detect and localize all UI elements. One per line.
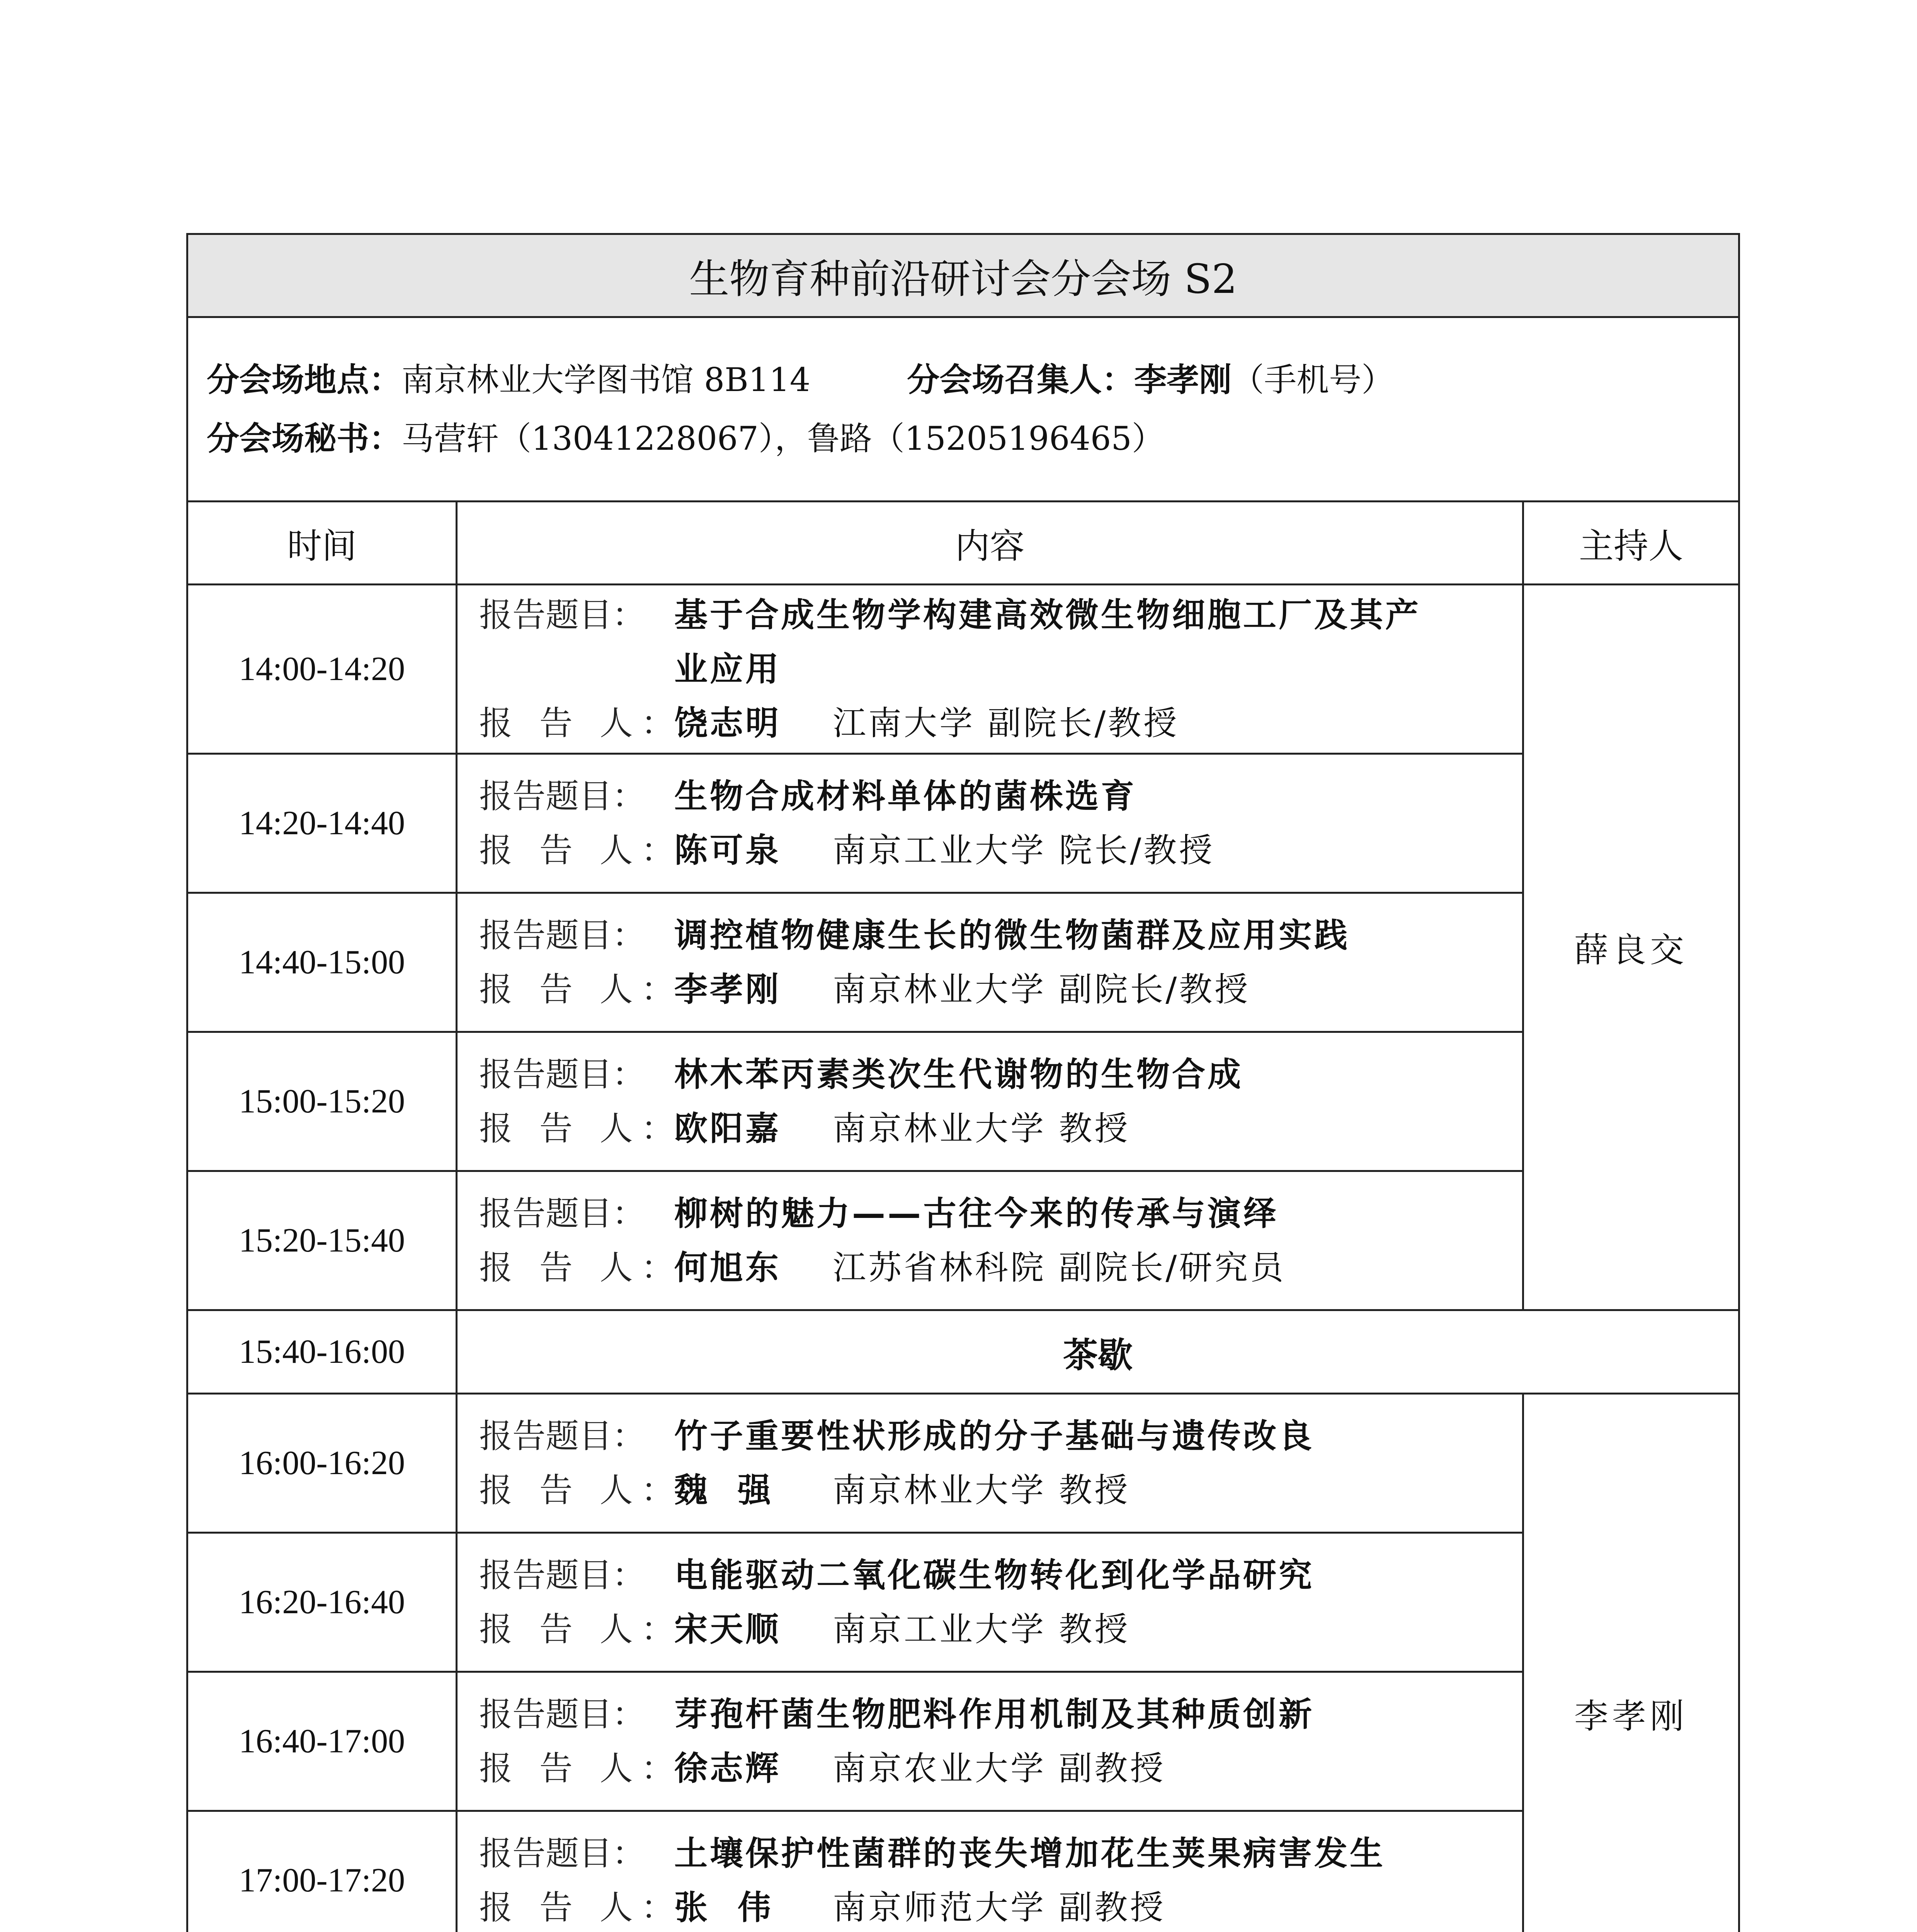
time-cell: 15:40-16:00 [187, 1310, 457, 1394]
header-content: 内容 [457, 502, 1523, 585]
speaker-org: 南京农业大学 副教授 [833, 1749, 1166, 1788]
content-cell [457, 585, 1523, 754]
speaker-org: 南京林业大学 教授 [833, 1109, 1130, 1148]
content-cell [457, 1672, 1523, 1811]
content-cell [457, 1394, 1523, 1533]
speaker-name: 欧阳嘉 [674, 1109, 781, 1148]
location-label: 分会场地点： [207, 361, 402, 399]
topic-label: 报告题目： [479, 1556, 645, 1595]
table-row [187, 585, 1739, 754]
talk-topic: 电能驱动二氧化碳生物转化到化学品研究 [674, 1556, 1314, 1595]
header-row [187, 502, 1739, 585]
speaker-name: 徐志辉 [674, 1749, 781, 1788]
time-cell: 16:00-16:20 [187, 1394, 457, 1533]
speaker-name: 何旭东 [674, 1248, 781, 1287]
tea-break: 茶歇 [457, 1310, 1739, 1394]
table-row [187, 893, 1739, 1032]
schedule-table [186, 233, 1740, 1932]
location-value: 南京林业大学图书馆 8B114 [401, 361, 811, 399]
speaker-name: 陈可泉 [674, 831, 781, 870]
talk-topic: 柳树的魅力——古往今来的传承与演绎 [674, 1194, 1279, 1233]
time-cell: 15:20-15:40 [187, 1171, 457, 1310]
speaker-org: 江苏省林科院 副院长/研究员 [833, 1248, 1286, 1287]
speaker-label: 报 告 人： [479, 1749, 674, 1788]
speaker-label: 报 告 人： [479, 1471, 674, 1510]
time-cell: 14:40-15:00 [187, 893, 457, 1032]
speaker-name: 张 伟 [674, 1888, 773, 1927]
table-row [187, 1394, 1739, 1533]
header-host: 主持人 [1523, 502, 1739, 585]
talk-topic: 基于合成生物学构建高效微生物细胞工厂及其产 [674, 595, 1421, 634]
convener-extra: （手机号） [1232, 361, 1394, 399]
speaker-label: 报 告 人： [479, 831, 674, 870]
content-cell [457, 1533, 1523, 1672]
topic-label: 报告题目： [479, 1695, 645, 1734]
speaker-org: 南京师范大学 副教授 [833, 1888, 1166, 1927]
content-cell [457, 893, 1523, 1032]
header-time: 时间 [187, 502, 457, 585]
content-cell [457, 1032, 1523, 1171]
talk-topic: 芽孢杆菌生物肥料作用机制及其种质创新 [674, 1695, 1314, 1734]
time-cell: 17:00-17:20 [187, 1811, 457, 1932]
secretary-label: 分会场秘书： [207, 420, 402, 457]
talk-topic-continued: 业应用 [674, 650, 781, 689]
time-cell: 15:00-15:20 [187, 1032, 457, 1171]
time-cell: 14:00-14:20 [187, 585, 457, 754]
speaker-label: 报 告 人： [479, 1248, 674, 1287]
table-row [187, 1672, 1739, 1811]
host-cell-2: 李孝刚 [1523, 1394, 1739, 1932]
speaker-label: 报 告 人： [479, 704, 674, 743]
speaker-org: 南京工业大学 教授 [833, 1610, 1130, 1649]
time-cell: 14:20-14:40 [187, 754, 457, 893]
speaker-org: 南京林业大学 教授 [833, 1471, 1130, 1510]
talk-topic: 竹子重要性状形成的分子基础与遗传改良 [674, 1417, 1314, 1456]
speaker-org: 南京林业大学 副院长/教授 [833, 970, 1250, 1009]
table-row [187, 1811, 1739, 1932]
speaker-name: 魏 强 [674, 1471, 773, 1510]
table-row [187, 1032, 1739, 1171]
speaker-label: 报 告 人： [479, 1610, 674, 1649]
break-row [187, 1310, 1739, 1394]
convener-name: 李孝刚 [1134, 361, 1232, 399]
talk-topic: 林木苯丙素类次生代谢物的生物合成 [674, 1055, 1243, 1094]
topic-label: 报告题目： [479, 777, 645, 816]
host-cell-1: 薛良交 [1523, 585, 1739, 1310]
info-line-1 [207, 350, 1738, 409]
table-row [187, 1171, 1739, 1310]
topic-label: 报告题目： [479, 916, 645, 955]
title-row [187, 234, 1739, 317]
topic-label: 报告题目： [479, 1194, 645, 1233]
session-info [187, 317, 1739, 502]
speaker-label: 报 告 人： [479, 1888, 674, 1927]
content-cell [457, 754, 1523, 893]
time-cell: 16:20-16:40 [187, 1533, 457, 1672]
talk-topic: 生物合成材料单体的菌株选育 [674, 777, 1136, 816]
content-cell [457, 1171, 1523, 1310]
convener-label: 分会场召集人： [907, 361, 1135, 399]
content-cell [457, 1811, 1523, 1932]
table-row [187, 754, 1739, 893]
topic-label: 报告题目： [479, 595, 645, 634]
speaker-label: 报 告 人： [479, 1109, 674, 1148]
table-row [187, 1533, 1739, 1672]
talk-topic: 调控植物健康生长的微生物菌群及应用实践 [674, 916, 1350, 955]
info-row [187, 317, 1739, 502]
talk-topic: 土壤保护性菌群的丧失增加花生荚果病害发生 [674, 1834, 1385, 1873]
speaker-name: 饶志明 [674, 704, 781, 743]
speaker-org: 南京工业大学 院长/教授 [833, 831, 1215, 870]
topic-label: 报告题目： [479, 1417, 645, 1456]
session-title: 生物育种前沿研讨会分会场 S2 [187, 234, 1739, 317]
speaker-label: 报 告 人： [479, 970, 674, 1009]
speaker-name: 宋天顺 [674, 1610, 781, 1649]
speaker-name: 李孝刚 [674, 970, 781, 1009]
secretary-value: 马营轩（13041228067），鲁路（15205196465） [401, 420, 1164, 457]
topic-label: 报告题目： [479, 1834, 645, 1873]
speaker-org: 江南大学 副院长/教授 [833, 704, 1179, 743]
info-line-2 [207, 409, 1738, 468]
topic-label: 报告题目： [479, 1055, 645, 1094]
time-cell: 16:40-17:00 [187, 1672, 457, 1811]
